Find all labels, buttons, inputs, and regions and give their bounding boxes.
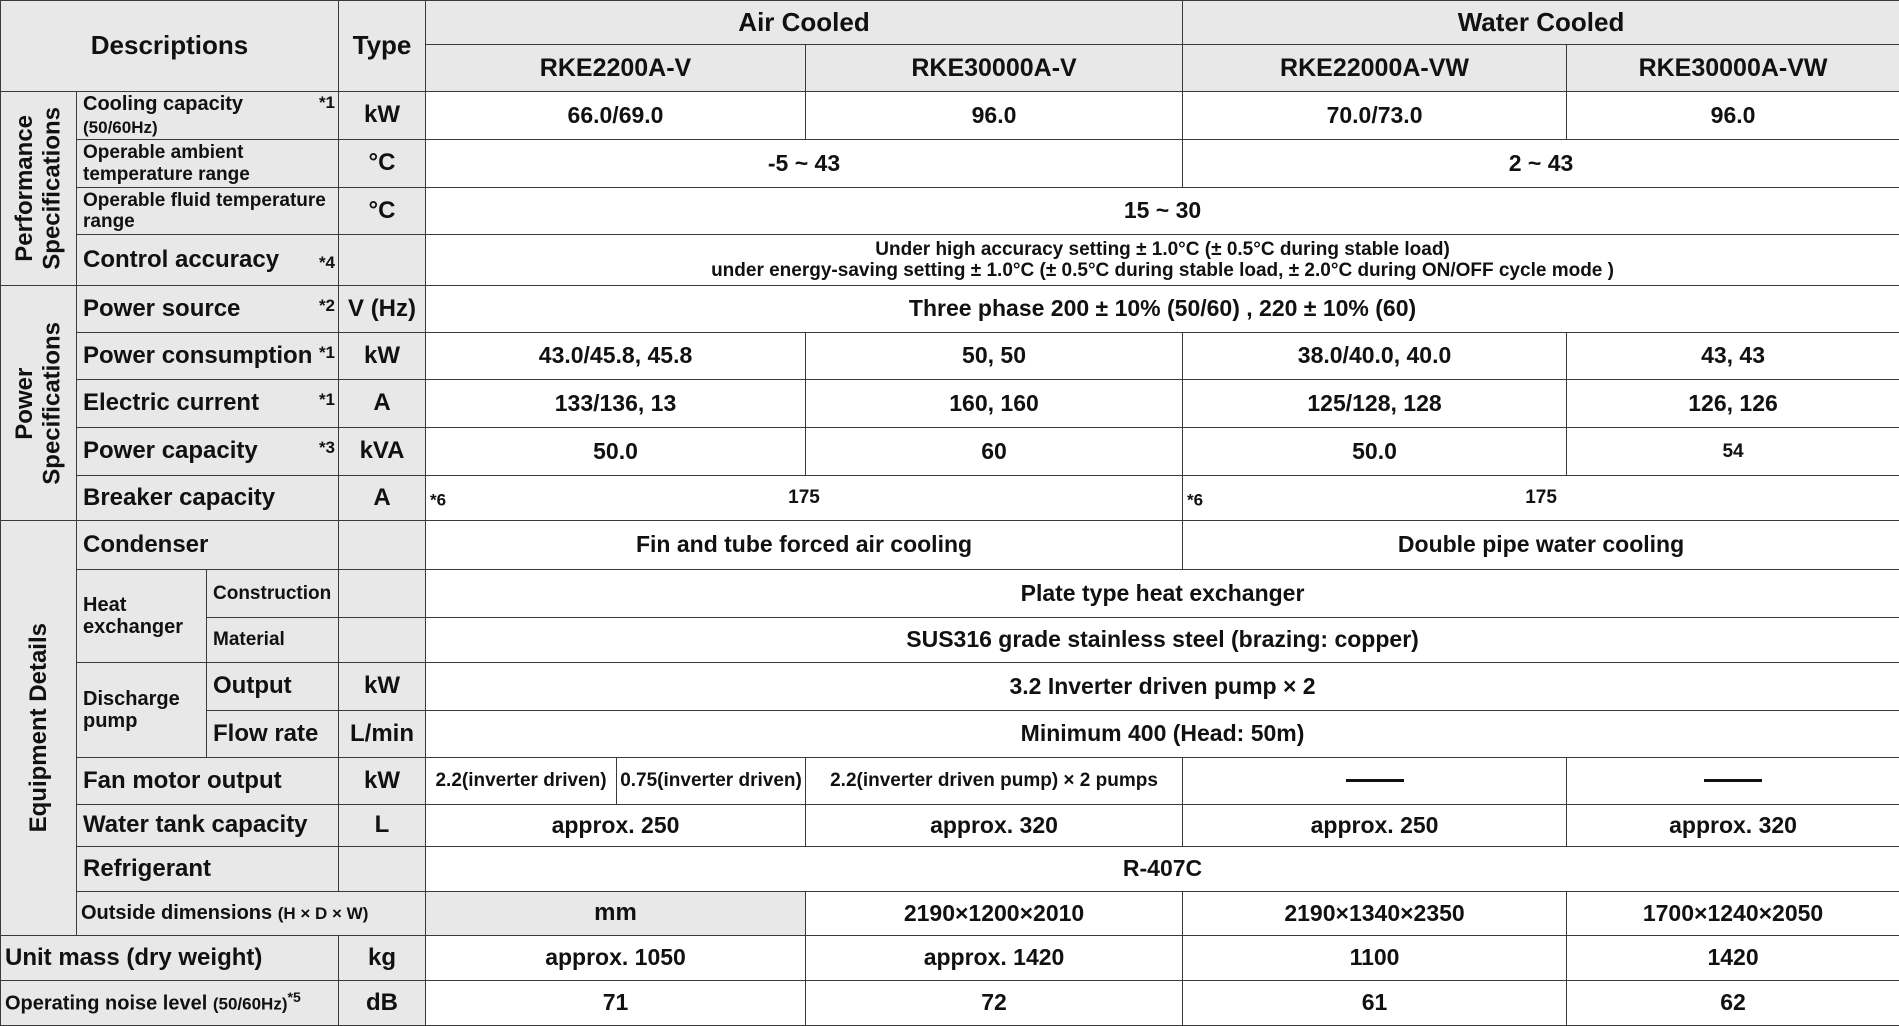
unit-mass-label: Unit mass (dry weight)	[1, 936, 339, 981]
value-cell: approx. 320	[1567, 805, 1899, 847]
footnote-mark: *4	[318, 252, 336, 272]
row-label-sub: (H × D × W)	[277, 904, 369, 924]
condenser-label: Condenser	[77, 521, 339, 570]
value-cell: Plate type heat exchanger	[426, 570, 1899, 618]
output-label: Output	[207, 663, 339, 711]
value-cell: approx. 320	[806, 805, 1183, 847]
unit-cell: L	[339, 805, 426, 847]
fan-motor-air-split	[426, 758, 806, 805]
value-cell: 15 ~ 30	[426, 188, 1899, 235]
row-label-text: Operating noise level	[5, 993, 208, 1016]
row-label-text: Power consumption	[83, 341, 313, 369]
unit-cell: kW	[339, 663, 426, 711]
value-cell: 50, 50	[806, 333, 1183, 380]
value-cell: 96.0	[806, 92, 1183, 140]
power-capacity-label	[77, 428, 339, 476]
control-accuracy-line2: under energy-saving setting ± 1.0°C (± 0.5°C during stable load, ± 2.0°C during ON/OFF cycle mode )	[711, 260, 1614, 281]
dash-cell	[1183, 758, 1567, 805]
value-cell: 125/128, 128	[1183, 380, 1567, 428]
value-cell: 43, 43	[1567, 333, 1899, 380]
equipment-group-text: Equipment Details	[24, 623, 52, 833]
value-cell: 60	[806, 428, 1183, 476]
value-cell: 2.2(inverter driven pump) × 2 pumps	[806, 758, 1183, 805]
value-cell: 43.0/45.8, 45.8	[426, 333, 806, 380]
footnote-mark: *6	[430, 490, 447, 510]
value-cell: R-407C	[426, 847, 1899, 892]
row-label-text: Control accuracy	[83, 245, 280, 273]
value-cell: 61	[1183, 981, 1567, 1026]
row-label-sub: (50/60Hz)	[83, 117, 158, 137]
footnote-mark: *2	[318, 295, 336, 315]
discharge-pump-label: Discharge pump	[77, 663, 207, 758]
row-label-text: Outside dimensions	[81, 902, 273, 925]
value-text: 175	[1525, 487, 1557, 509]
unit-cell-empty	[339, 847, 426, 892]
noise-level-label	[1, 981, 339, 1026]
unit-cell: kg	[339, 936, 426, 981]
air-cooled-header: Air Cooled	[426, 1, 1183, 45]
control-accuracy-line1: Under high accuracy setting ± 1.0°C (± 0.5°C during stable load)	[875, 238, 1450, 260]
value-cell: approx. 1420	[806, 936, 1183, 981]
value-cell: 72	[806, 981, 1183, 1026]
flow-rate-label: Flow rate	[207, 711, 339, 758]
fluid-temp-label: Operable fluid temperature range	[77, 188, 339, 235]
breaker-capacity-label: Breaker capacity	[77, 476, 339, 521]
value-cell: -5 ~ 43	[426, 140, 1183, 188]
value-cell: 50.0	[1183, 428, 1567, 476]
footnote-mark: *1	[318, 93, 336, 113]
value-cell: Fin and tube forced air cooling	[426, 521, 1183, 570]
dash-mark	[1704, 779, 1762, 782]
value-cell: Three phase 200 ± 10% (50/60) , 220 ± 10% (60)	[426, 286, 1899, 333]
fan-motor-label: Fan motor output	[77, 758, 339, 805]
unit-cell: mm	[426, 892, 806, 936]
value-cell: 0.75(inverter driven)	[620, 770, 802, 792]
value-cell: 133/136, 13	[426, 380, 806, 428]
model-header: RKE2200A-V	[426, 45, 806, 92]
unit-cell: kW	[339, 333, 426, 380]
unit-cell-empty	[339, 235, 426, 286]
equipment-group-label	[1, 521, 77, 936]
control-accuracy-label	[77, 235, 339, 286]
power-group-label	[1, 286, 77, 521]
value-cell: 1700×1240×2050	[1567, 892, 1899, 936]
value-cell: 160, 160	[806, 380, 1183, 428]
row-label-text: Power capacity	[83, 437, 258, 465]
unit-cell: A	[339, 476, 426, 521]
value-cell: approx. 250	[426, 805, 806, 847]
unit-cell: V (Hz)	[339, 286, 426, 333]
unit-cell: A	[339, 380, 426, 428]
value-cell: 2190×1200×2010	[806, 892, 1183, 936]
value-cell: 3.2 Inverter driven pump × 2	[426, 663, 1899, 711]
dash-cell	[1567, 758, 1899, 805]
value-cell: 54	[1567, 428, 1899, 476]
water-tank-label: Water tank capacity	[77, 805, 339, 847]
value-cell: 38.0/40.0, 40.0	[1183, 333, 1567, 380]
electric-current-label	[77, 380, 339, 428]
value-cell: 1100	[1183, 936, 1567, 981]
construction-label: Construction	[207, 570, 339, 618]
unit-cell: kW	[339, 758, 426, 805]
performance-group-text: Performance Specifications	[10, 107, 66, 270]
descriptions-header: Descriptions	[1, 1, 339, 92]
unit-cell: °C	[339, 140, 426, 188]
value-cell: 1420	[1567, 936, 1899, 981]
power-source-label	[77, 286, 339, 333]
type-header: Type	[339, 1, 426, 92]
unit-cell-empty	[339, 521, 426, 570]
breaker-air-cell	[426, 476, 1183, 521]
unit-cell: kW	[339, 92, 426, 140]
unit-cell: kVA	[339, 428, 426, 476]
control-accuracy-value	[426, 235, 1899, 286]
value-cell: 2.2(inverter driven)	[426, 758, 617, 804]
value-cell: 96.0	[1567, 92, 1899, 140]
water-cooled-header: Water Cooled	[1183, 1, 1899, 45]
model-header: RKE30000A-VW	[1567, 45, 1899, 92]
value-cell: Minimum 400 (Head: 50m)	[426, 711, 1899, 758]
value-cell: Double pipe water cooling	[1183, 521, 1899, 570]
row-label-text: Power source	[83, 294, 241, 322]
outside-dimensions-label	[77, 892, 426, 936]
ambient-temp-label: Operable ambient temperature range	[77, 140, 339, 188]
unit-cell: dB	[339, 981, 426, 1026]
value-cell: 126, 126	[1567, 380, 1899, 428]
value-cell: 2190×1340×2350	[1183, 892, 1567, 936]
value-cell: approx. 250	[1183, 805, 1567, 847]
value-cell: SUS316 grade stainless steel (brazing: copper)	[426, 618, 1899, 663]
power-group-text: Power Specifications	[10, 321, 66, 485]
value-cell: 2 ~ 43	[1183, 140, 1899, 188]
footnote-mark: *1	[318, 342, 336, 362]
value-text: 175	[788, 487, 820, 509]
footnote-mark: *3	[318, 438, 336, 458]
value-cell: approx. 1050	[426, 936, 806, 981]
model-header: RKE30000A-V	[806, 45, 1183, 92]
footnote-mark: *1	[318, 390, 336, 410]
row-label-text: Electric current	[83, 389, 260, 417]
material-label: Material	[207, 618, 339, 663]
value-cell: 71	[426, 981, 806, 1026]
value-cell: 50.0	[426, 428, 806, 476]
dash-mark	[1346, 779, 1404, 782]
row-label-sub: (50/60Hz)	[212, 995, 288, 1015]
power-consumption-label	[77, 333, 339, 380]
footnote-mark: *5	[287, 989, 301, 1006]
footnote-mark: *6	[1187, 490, 1204, 510]
value-cell: 70.0/73.0	[1183, 92, 1567, 140]
breaker-water-cell	[1183, 476, 1899, 521]
unit-cell-empty	[339, 618, 426, 663]
unit-cell: L/min	[339, 711, 426, 758]
performance-group-label	[1, 92, 77, 286]
refrigerant-label: Refrigerant	[77, 847, 339, 892]
value-cell: 62	[1567, 981, 1899, 1026]
value-cell: 66.0/69.0	[426, 92, 806, 140]
row-label-text: Cooling capacity	[83, 93, 244, 116]
unit-cell: °C	[339, 188, 426, 235]
unit-cell-empty	[339, 570, 426, 618]
cooling-capacity-label	[77, 92, 339, 140]
model-header: RKE22000A-VW	[1183, 45, 1567, 92]
heat-exchanger-label: Heat exchanger	[77, 570, 207, 663]
